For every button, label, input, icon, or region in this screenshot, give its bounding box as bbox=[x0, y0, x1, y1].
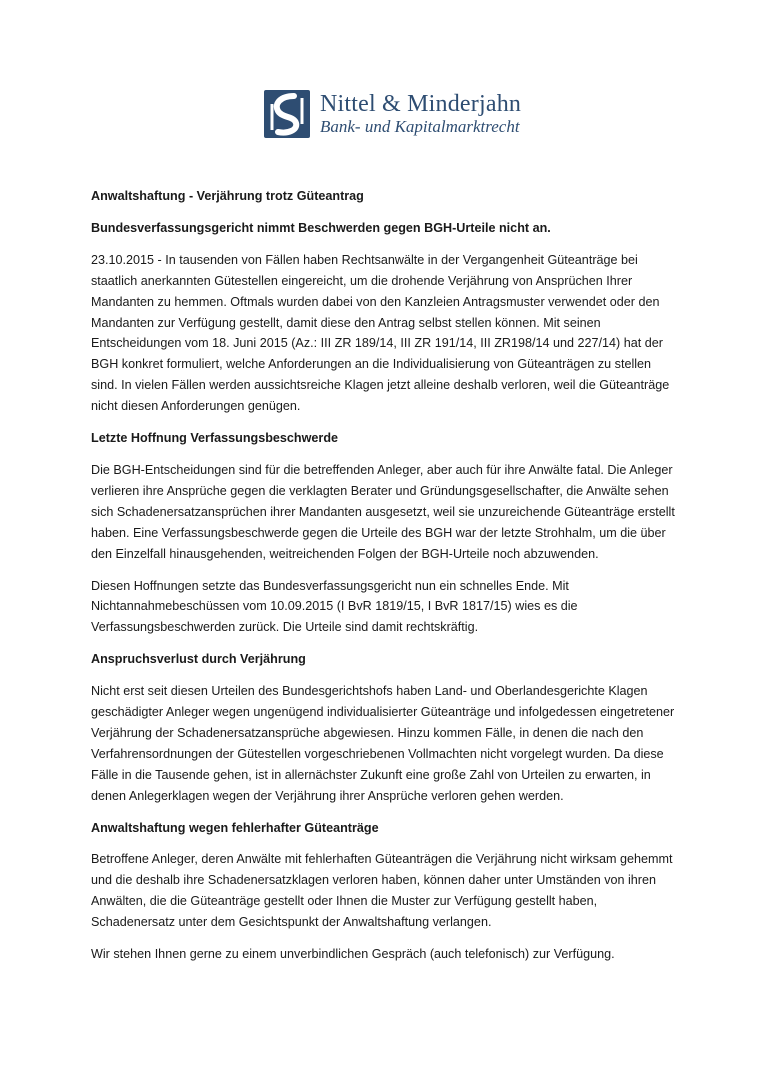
section-heading: Letzte Hoffnung Verfassungsbeschwerde bbox=[91, 431, 339, 446]
firm-wordmark bbox=[320, 91, 521, 137]
firm-name: Nittel & Minderjahn bbox=[320, 91, 522, 117]
closing-paragraph: Wir stehen Ihnen gerne zu einem unverbindlichen Gespräch (auch telefonisch) zur Verfügung. bbox=[91, 947, 615, 962]
body-paragraph: Die BGH-Entscheidungen sind für die betreffenden Anleger, aber auch für ihre Anwälte fatal. Die Anleger verlieren ihre Ansprüche gegen die verklagten Berater und Gründungsgesellschafter, die Anwälte sehen sich Schadenersatzansprüchen ihrer Mandanten ausgesetzt, weil sie unzureichende Güteanträge erstellt haben. Eine Verfassungsbeschwerde gegen die Urteile des BGH war der letzte Strohhalm, um die über den Einzelfall hinausgehenden, weitreichenden Folgen der BGH-Urteile noch abzuwenden. bbox=[91, 462, 675, 561]
article-body bbox=[91, 186, 681, 976]
firm-monogram-icon bbox=[264, 90, 310, 138]
body-paragraph: Diesen Hoffnungen setzte das Bundesverfassungsgericht nun ein schnelles Ende. Mit Nichtannahmebeschüssen vom 10.09.2015 (I BvR 1819/15, I BvR 1817/15) wies es die Verfassungsbeschwerden zurück. Die Urteile sind damit rechtskräftig. bbox=[91, 578, 578, 635]
article-subtitle: Bundesverfassungsgericht nimmt Beschwerden gegen BGH-Urteile nicht an. bbox=[91, 220, 551, 235]
article-title: Anwaltshaftung - Verjährung trotz Güteantrag bbox=[91, 189, 364, 203]
firm-subtitle: Bank- und Kapitalmarktrecht bbox=[320, 117, 520, 136]
section-heading: Anspruchsverlust durch Verjährung bbox=[91, 652, 306, 667]
body-paragraph: Nicht erst seit diesen Urteilen des Bundesgerichtshofs haben Land- und Oberlandesgerichte Klagen geschädigter Anleger wegen ungenügend individualisierter Güteanträge und infolgedessen eingetretener Verjährung der Schadenersatzansprüche abgewiesen. Hinzu kommen Fälle, in denen die nach den Verfahrensordnungen der Gütestellen vorgeschriebenen Vollmachten nicht vorgelegt wurden. Da diese Fälle in die Tausende gehen, ist in allernächster Zukunft eine große Zahl von Urteilen zu erwarten, in denen Anlegerklagen wegen der Verjährung ihrer Ansprüche verloren gehen werden. bbox=[91, 684, 675, 803]
letterhead bbox=[264, 88, 521, 140]
body-paragraph: Betroffene Anleger, deren Anwälte mit fehlerhaften Güteanträgen die Verjährung nicht wirksam gehemmt und die deshalb ihre Schadenersatzklagen verloren haben, können daher unter Umständen von ihren Anwälten, die die Güteanträge gestellt oder Ihnen die Muster zur Verfügung gestellt haben, Schadenersatz unter dem Gesichtspunkt der Anwaltshaftung verlangen. bbox=[91, 852, 673, 930]
section-heading: Anwaltshaftung wegen fehlerhafter Güteanträge bbox=[91, 820, 379, 835]
intro-paragraph: 23.10.2015 - In tausenden von Fällen haben Rechtsanwälte in der Vergangenheit Güteanträge bei staatlich anerkannten Gütestellen eingereicht, um die drohende Verjährung von Ansprüchen Ihrer Mandanten zu hemmen. Oftmals wurden dabei von den Kanzleien Antragsmuster verwendet oder den Mandanten zur Verfügung gestellt, damit diese den Antrag selbst stellen können. Mit seinen Entscheidungen vom 18. Juni 2015 (Az.: III ZR 189/14, III ZR 191/14, III ZR198/14 und 227/14) hat der BGH konkret formuliert, welche Anforderungen an die Individualisierung von Güteanträgen zu stellen sind. In vielen Fällen werden aussichtsreiche Klagen jetzt alleine deshalb verloren, weil die Güteanträge nicht diesen Anforderungen genügen. bbox=[91, 252, 670, 414]
